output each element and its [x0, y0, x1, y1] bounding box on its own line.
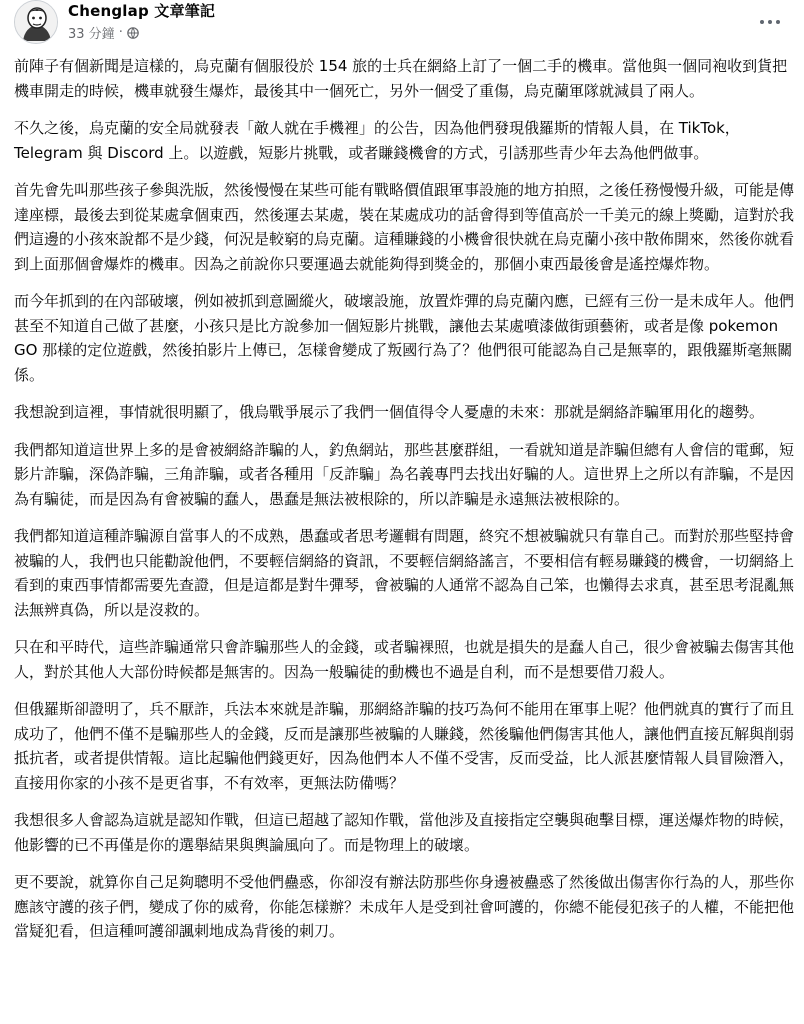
post-paragraph: 只在和平時代，這些詐騙通常只會詐騙那些人的金錢，或者騙裸照，也就是損失的是蠢人自己，很少會被騙去傷害其他人，對於其他人大部份時候都是無害的。因為一般騙徒的動機也不過是自利，而不是想要借刀殺人。: [14, 638, 795, 681]
post-paragraph: 但俄羅斯卻證明了，兵不厭詐，兵法本來就是詐騙，那網絡詐騙的技巧為何不能用在軍事上呢？他們就真的實行了而且成功了，他們不僅不是騙那些人的金錢，反而是讓那些被騙的人賺錢，然後騙他們傷害其他人，讓他們直接瓦解與削弱抵抗者，或者提供情報。這比起騙他們錢更好，因為他們本人不僅不受害，反而受益，比人派甚麼情報人員冒險潛入，直接用你家的小孩不是更省事，不有效率，更無法防備嗎？: [14, 700, 795, 792]
post-paragraph: 不久之後，烏克蘭的安全局就發表「敵人就在手機裡」的公告，因為他們發現俄羅斯的情報人員，在 TikTok，Telegram 與 Discord 上。以遊戲，短影片挑戰，或者賺錢機會的方式，引誘那些青少年去為他們做事。: [14, 119, 740, 162]
post-timestamp[interactable]: 33 分鐘: [68, 27, 115, 42]
post-meta: [68, 23, 139, 42]
author-name-link[interactable]: Chenglap 文章筆記: [68, 2, 216, 20]
post-paragraph: 我想很多人會認為這就是認知作戰，但這已超越了認知作戰，當他涉及直接指定空襲與砲擊目標，運送爆炸物的時候，他影響的已不再僅是你的選舉結果與輿論風向了。而是物理上的破壞。: [14, 811, 795, 854]
post-body: [14, 54, 794, 957]
post-header: [0, 0, 804, 46]
post-paragraph: 而今年抓到的在內部破壞，例如被抓到意圖縱火，破壞設施，放置炸彈的烏克蘭內應，已經有三份一是未成年人。他們甚至不知道自己做了甚麼，小孩只是比方說參加一個短影片挑戰，讓他去某處噴漆做街頭藝術，或者是像 pokemon GO 那樣的定位遊戲，然後拍影片上傳已，怎樣會變成了叛國行為了？他們很可能認為自己是無辜的，跟俄羅斯毫無關係。: [14, 292, 795, 384]
post-paragraph: 前陣子有個新聞是這樣的，烏克蘭有個服役於 154 旅的士兵在網絡上訂了一個二手的機車。當他與一個同袍收到貨把機車開走的時候，機車就發生爆炸，最後其中一個死亡，另外一個受了重傷，烏克蘭軍隊就減員了兩人。: [14, 57, 788, 100]
post-paragraph: 更不要說，就算你自己足夠聰明不受他們蠱惑，你卻沒有辦法防那些你身邊被蠱惑了然後做出傷害你行為的人，那些你應該守護的孩子們，變成了你的威脅，你能怎樣辦？未成年人是受到社會呵護的，你總不能侵犯孩子的人權，不能把他當疑犯看，但這種呵護卻諷刺地成為背後的刺刀。: [14, 873, 795, 940]
post-paragraph: 我們都知道這種詐騙源自當事人的不成熟，愚蠢或者思考邏輯有問題，終究不想被騙就只有靠自己。而對於那些堅持會被騙的人，我們也只能勸說他們，不要輕信網絡的資訊，不要輕信網絡謠言，不要相信有輕易賺錢的機會，一切網絡上看到的東西事情都需要先查證，但是這都是對牛彈琴，會被騙的人通常不認為自己笨，也懶得去求真，甚至思考混亂無法無辨真偽，所以是沒救的。: [14, 527, 795, 619]
meta-separator: ·: [118, 25, 123, 40]
more-options-icon[interactable]: [752, 4, 788, 40]
post-paragraph: 首先會先叫那些孩子參與洗版，然後慢慢在某些可能有戰略價值跟軍事設施的地方拍照，之後任務慢慢升級，可能是傳達座標，最後去到從某處拿個東西，然後運去某處，裝在某處成功的話會得到等值高於一千美元的線上獎勵，這對於我們這邊的小孩來說都不是少錢，何況是較窮的烏克蘭。這種賺錢的小機會很快就在烏克蘭小孩中散佈開來，然後你就看到上面那個會爆炸的機車。因為之前說你只要運過去就能夠得到獎金的，那個小東西最後會是遙控爆炸物。: [14, 181, 795, 273]
post-paragraph: 我想說到這裡，事情就很明顯了，俄烏戰爭展示了我們一個值得令人憂慮的未來：那就是網絡詐騙軍用化的趨勢。: [14, 403, 765, 421]
globe-icon[interactable]: [127, 27, 139, 39]
author-avatar[interactable]: [14, 0, 58, 44]
post-paragraph: 我們都知道這世界上多的是會被網絡詐騙的人，釣魚網站，那些甚麼群組，一看就知道是詐騙但總有人會信的電郵，短影片詐騙，深偽詐騙，三角詐騙，或者各種用「反詐騙」為名義專門去找出好騙的人。這世界上之所以有詐騙，不是因為有騙徒，而是因為有會被騙的蠢人，愚蠢是無法被根除的，所以詐騙是永遠無法被根除的。: [14, 440, 795, 508]
